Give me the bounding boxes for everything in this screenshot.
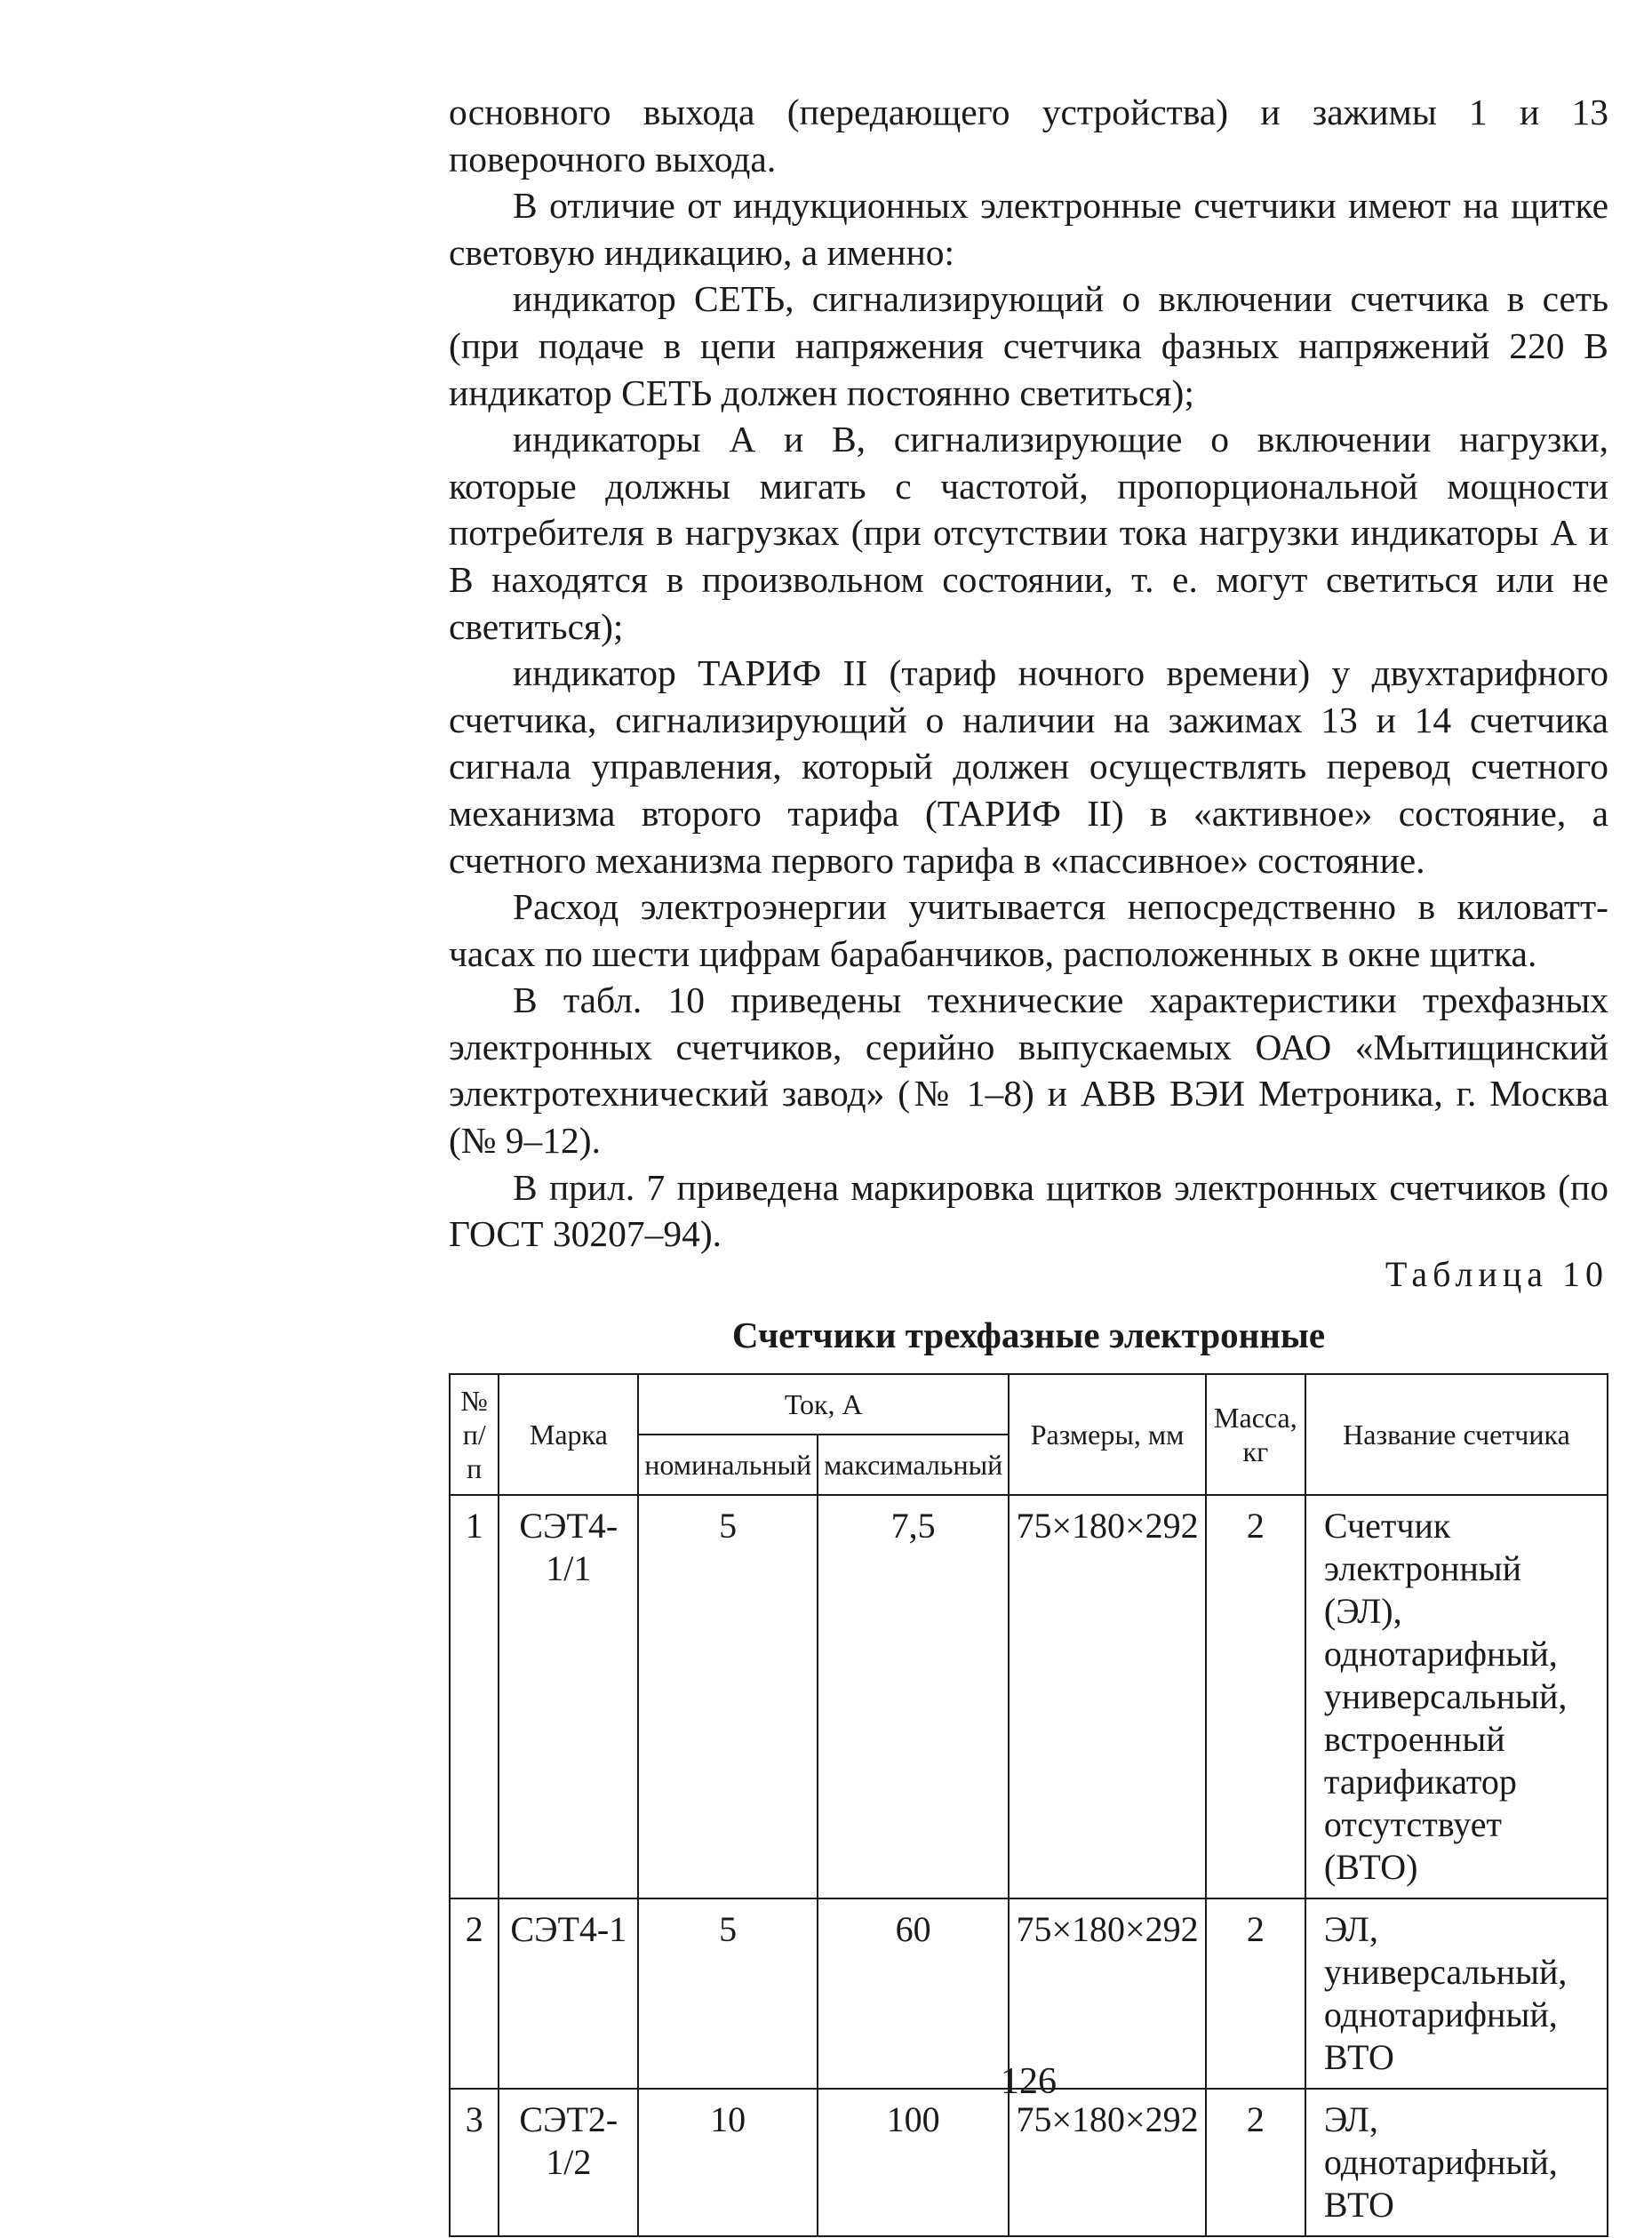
header-dimensions: Размеры, мм bbox=[1009, 1374, 1206, 1495]
paragraph-3: индикатор СЕТЬ, сигнализирующий о включении счетчика в сеть (при подаче в цепи напряжения счетчика фазных напряжений 220 В индикатор СЕТЬ должен постоянно светиться); bbox=[449, 278, 1608, 413]
cell-mass: 2 bbox=[1206, 1898, 1305, 2089]
paragraph-5: индикатор ТАРИФ II (тариф ночного времени) у двухтарифного счетчика, сигнализирующий о наличии на зажимах 13 и 14 счетчика сигнала управления, который должен осуществлять перевод счетного механизма второго тарифа (ТАРИФ II) в «активное» состояние, а счетного механизма первого тарифа в «пассивное» состояние. bbox=[449, 652, 1608, 881]
paragraph-4: индикаторы А и В, сигнализирующие о включении нагрузки, которые должны мигать с частотой, пропорциональной мощности потребителя в нагрузках (при отсутствии тока нагрузки индикаторы А и В находятся в произвольном состоянии, т. е. могут светиться или не светиться); bbox=[449, 419, 1608, 647]
cell-dimensions: 75×180×292 bbox=[1009, 2089, 1206, 2236]
header-current: Ток, А bbox=[638, 1374, 1009, 1435]
body-text bbox=[449, 89, 1608, 1258]
cell-num: 3 bbox=[450, 2089, 499, 2236]
cell-name: Счетчик электронный (ЭЛ), однотарифный, универсальный, встроенный тарификатор отсутствует (ВТО) bbox=[1305, 1495, 1608, 1898]
page-number: 126 bbox=[1001, 2061, 1057, 2102]
cell-num: 2 bbox=[450, 1898, 499, 2089]
paragraph-8: В прил. 7 приведена маркировка щитков электронных счетчиков (по ГОСТ 30207–94). bbox=[449, 1166, 1608, 1255]
cell-brand: СЭТ4-1 bbox=[499, 1898, 638, 2089]
cell-brand: СЭТ2-1/2 bbox=[499, 2089, 638, 2236]
cell-name: ЭЛ, однотарифный, ВТО bbox=[1305, 2089, 1608, 2236]
paragraph-1: основного выхода (передающего устройства) и зажимы 1 и 13 поверочного выхода. bbox=[449, 92, 1608, 180]
cell-nominal: 5 bbox=[638, 1495, 818, 1898]
header-brand: Марка bbox=[499, 1374, 638, 1495]
cell-nominal: 5 bbox=[638, 1898, 818, 2089]
table-header-row bbox=[450, 1374, 1608, 1435]
cell-nominal: 10 bbox=[638, 2089, 818, 2236]
table-row bbox=[450, 1495, 1608, 1898]
cell-mass: 2 bbox=[1206, 2089, 1305, 2236]
cell-maximal: 7,5 bbox=[818, 1495, 1009, 1898]
cell-mass: 2 bbox=[1206, 1495, 1305, 1898]
paragraph-7: В табл. 10 приведены технические характеристики трехфазных электронных счетчиков, серийно выпускаемых ОАО «Мытищинский электротехнический завод» (№ 1–8) и АВВ ВЭИ Метроника, г. Москва (№ 9–12). bbox=[449, 979, 1608, 1162]
meters-table bbox=[449, 1373, 1608, 2237]
cell-maximal: 60 bbox=[818, 1898, 1009, 2089]
cell-brand: СЭТ4-1/1 bbox=[499, 1495, 638, 1898]
header-maximal: максимальный bbox=[818, 1435, 1009, 1495]
header-num: № п/п bbox=[450, 1374, 499, 1495]
paragraph-2: В отличие от индукционных электронные счетчики имеют на щитке световую индикацию, а именно: bbox=[449, 185, 1608, 273]
cell-dimensions: 75×180×292 bbox=[1009, 1898, 1206, 2089]
paragraph-6: Расход электроэнергии учитывается непосредственно в киловатт-часах по шести цифрам барабанчиков, расположенных в окне щитка. bbox=[449, 886, 1608, 974]
header-nominal: номинальный bbox=[638, 1435, 818, 1495]
header-name: Название счетчика bbox=[1305, 1374, 1608, 1495]
table-label: Таблица 10 bbox=[1385, 1254, 1608, 1294]
header-mass: Масса, кг bbox=[1206, 1374, 1305, 1495]
cell-dimensions: 75×180×292 bbox=[1009, 1495, 1206, 1898]
cell-num: 1 bbox=[450, 1495, 499, 1898]
cell-name: ЭЛ, универсальный, однотарифный, ВТО bbox=[1305, 1898, 1608, 2089]
table-title: Счетчики трехфазные электронные bbox=[731, 1315, 1326, 1355]
cell-maximal: 100 bbox=[818, 2089, 1009, 2236]
table-row bbox=[450, 2089, 1608, 2236]
